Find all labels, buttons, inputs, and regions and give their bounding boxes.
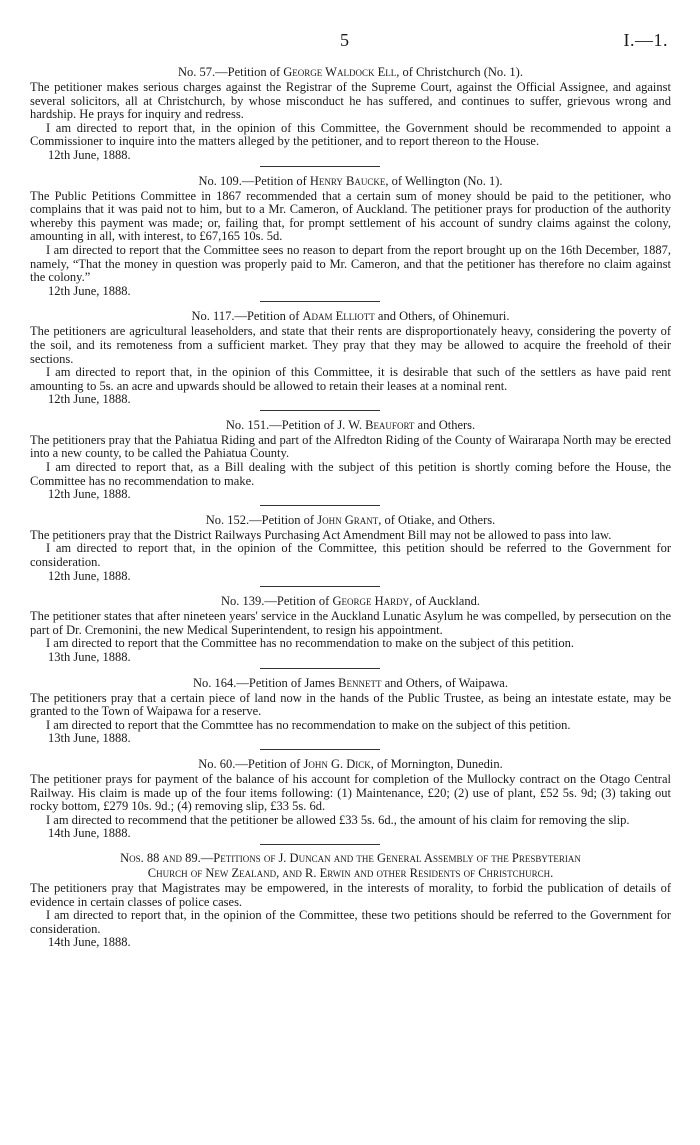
petitioner-name: Bennett xyxy=(338,675,382,690)
petition-statement: The Public Petitions Committee in 1867 recommended that a certain sum of money should be paid to the petitioner, who complains that it was paid not to him, but to a Mr. Cameron, of Auckland. The petitioner prays for production of the authority whereby this payment was made; or, failing that, for prompt settlement of his account of sundry claims against the colony, amounting in all, with interest, to £67,165 10s. 5d. xyxy=(30,188,671,244)
title-suffix: , of Otiake, and Others. xyxy=(378,512,496,527)
petitioner-name: George Waldock Ell xyxy=(283,65,397,79)
section-divider xyxy=(260,166,380,167)
petition-statement: The petitioner states that after nineteen years' service in the Auckland Lunatic Asylum he was compelled, by persecution on the part of Dr. Cremonini, the new Medical Superintendent, to resign his appointment. xyxy=(30,609,671,637)
title-line-1: Nos. 88 and 89.—Petitions of J. Duncan and the General Assembly of the Presbyterian xyxy=(120,850,581,865)
petition-title xyxy=(30,512,671,528)
petitioner-name: John G. Dick xyxy=(303,756,371,771)
petition-60 xyxy=(30,756,671,841)
section-divider xyxy=(260,668,380,669)
petition-title xyxy=(30,756,671,772)
title-suffix: , of Auckland. xyxy=(409,594,480,609)
committee-report: I am directed to report that, in the opinion of the Committee, this petition should be referred to the Government for consideration. xyxy=(30,541,671,570)
title-prefix: No. 60.—Petition of xyxy=(198,756,304,771)
committee-report: I am directed to report that the Committee has no recommendation to make on the subject of this petition. xyxy=(46,636,574,651)
report-date: 12th June, 1888. xyxy=(48,568,131,583)
petition-statement: The petitioners pray that Magistrates may be empowered, in the interests of morality, to forbid the publication of details of evidence in certain classes of police cases. xyxy=(30,880,671,909)
title-suffix: and Others, of Ohinemuri. xyxy=(374,309,510,324)
petition-117 xyxy=(30,308,671,407)
title-suffix: , of Christchurch (No. 1). xyxy=(396,65,523,79)
petition-139 xyxy=(30,593,671,664)
title-prefix: No. 152.—Petition of xyxy=(205,512,318,527)
petition-body xyxy=(30,692,671,733)
report-date: 12th June, 1888. xyxy=(48,392,131,407)
petition-statement: The petitioner makes serious charges against the Registrar of the Supreme Court, against the Official Assignee, and against several solicitors, all at Christchurch, by whose misconduct he has suffered, and continues to suffer, grievous wrong and hardship. He prays for inquiry and redress. xyxy=(30,80,671,122)
petitioner-name: Henry Baucke xyxy=(309,173,386,188)
petition-164 xyxy=(30,675,671,746)
petition-title xyxy=(30,417,671,433)
committee-report: I am directed to report that the Committee sees no reason to depart from the report brought up on the 16th December, 1887, namely, “That the money in question was properly paid to Mr. Cameron, and that the petitioner has therefore no claim against the colony.” xyxy=(30,242,671,285)
petition-109 xyxy=(30,173,671,299)
title-suffix: and Others. xyxy=(414,417,476,432)
section-divider xyxy=(260,301,380,302)
petition-title xyxy=(30,308,671,324)
page-number: 5 xyxy=(340,30,349,50)
report-date: 12th June, 1888. xyxy=(48,147,131,162)
petition-statement: The petitioners pray that the District Railways Purchasing Act Amendment Bill may not be allowed to pass into law. xyxy=(30,527,612,542)
petitioner-name: Adam Elliott xyxy=(302,309,375,324)
petition-body xyxy=(30,882,671,936)
title-prefix: No. 117.—Petition of xyxy=(191,309,303,324)
petition-statement: The petitioners are agricultural leaseholders, and state that their rents are disproportionately heavy, considering the poverty of the soil, and its remoteness from a sufficient market. They pray that they may be allowed to acquire the freehold of their sections. xyxy=(30,324,671,366)
committee-report: I am directed to report that, as a Bill dealing with the subject of this petition is shortly coming before the House, the Committee has no recommendation to make. xyxy=(30,460,671,488)
page-header xyxy=(0,30,700,52)
petition-body xyxy=(30,610,671,651)
petition-title xyxy=(30,675,671,691)
title-prefix: No. 164.—Petition of James xyxy=(193,675,339,690)
section-divider xyxy=(260,844,380,845)
report-date: 12th June, 1888. xyxy=(48,487,131,502)
petition-body xyxy=(30,190,671,285)
committee-report: I am directed to report that, in the opinion of this Committee, it is desirable that such of the settlers as have paid rent amounting to 5s. an acre and upwards should be allowed to retain their leases at a nominal rent. xyxy=(30,365,671,393)
title-suffix: , of Mornington, Dunedin. xyxy=(370,756,503,771)
petitions-list xyxy=(30,64,671,950)
petition-body xyxy=(30,434,671,488)
petitioner-name: John Grant xyxy=(317,512,379,527)
title-prefix: No. 57.—Petition of xyxy=(178,65,284,79)
petitioner-name: J. W. Beaufort xyxy=(337,417,415,432)
report-date: 14th June, 1888. xyxy=(48,826,131,841)
section-divider xyxy=(260,505,380,506)
petition-body xyxy=(30,773,671,827)
title-suffix: , of Wellington (No. 1). xyxy=(385,173,503,188)
petition-body xyxy=(30,529,671,570)
petition-title xyxy=(30,173,671,189)
page-reference: I.—1. xyxy=(623,30,668,50)
petition-body xyxy=(30,81,671,149)
section-divider xyxy=(260,749,380,750)
petition-88-89 xyxy=(30,851,671,950)
title-prefix: No. 151.—Petition of xyxy=(225,417,338,432)
petition-57 xyxy=(30,64,671,163)
section-divider xyxy=(260,586,380,587)
committee-report: I am directed to report that, in the opinion of the Committee, these two petitions should be referred to the Government for consideration. xyxy=(30,908,671,936)
petitioner-name: George Hardy xyxy=(332,594,410,609)
committee-report: I am directed to report that the Commttee has no recommendation to make on the subject of this petition. xyxy=(46,717,571,732)
section-divider xyxy=(260,410,380,411)
title-prefix: No. 139.—Petition of xyxy=(221,594,333,609)
petition-title xyxy=(30,64,671,80)
petition-151 xyxy=(30,417,671,502)
petition-body xyxy=(30,325,671,393)
title-line-2: Church of New Zealand, and R. Erwin and other Residents of Christchurch. xyxy=(147,865,554,880)
petition-152 xyxy=(30,512,671,583)
report-date: 13th June, 1888. xyxy=(48,731,131,746)
petition-title xyxy=(30,851,671,881)
petition-statement: The petitioners pray that a certain piece of land now in the hands of the Public Trustee, as being an intestate estate, may be granted to the Town of Waipawa for a reserve. xyxy=(30,690,671,719)
committee-report: I am directed to recommend that the petitioner be allowed £33 5s. 6d., the amount of his claim for removing the slip. xyxy=(46,812,630,827)
title-prefix: No. 109.—Petition of xyxy=(198,173,310,188)
petition-statement: The petitioner prays for payment of the balance of his account for completion of the Mullocky contract on the Otago Central Railway. His claim is made up of the four items following: (1) Maintenance, £20; (2) use of plant, £52 5s. 9d; (3) taking out rocky bottom, £279 10s. 9d.; (4) removing slip, £33 5s. 6d. xyxy=(30,771,671,814)
petition-statement: The petitioners pray that the Pahiatua Riding and part of the Alfredton Riding of the County of Wairarapa North may be erected into a new county, to be called the Pahiatua County. xyxy=(30,432,671,461)
committee-report: I am directed to report that, in the opinion of this Committee, the Government should be recommended to appoint a Commissioner to inquire into the matters alleged by the petitioner, and to report thereon to the House. xyxy=(30,120,671,149)
report-date: 13th June, 1888. xyxy=(48,650,131,664)
report-date: 12th June, 1888. xyxy=(48,283,131,298)
title-suffix: and Others, of Waipawa. xyxy=(381,675,508,690)
petition-title xyxy=(30,593,671,609)
report-date: 14th June, 1888. xyxy=(48,935,131,950)
